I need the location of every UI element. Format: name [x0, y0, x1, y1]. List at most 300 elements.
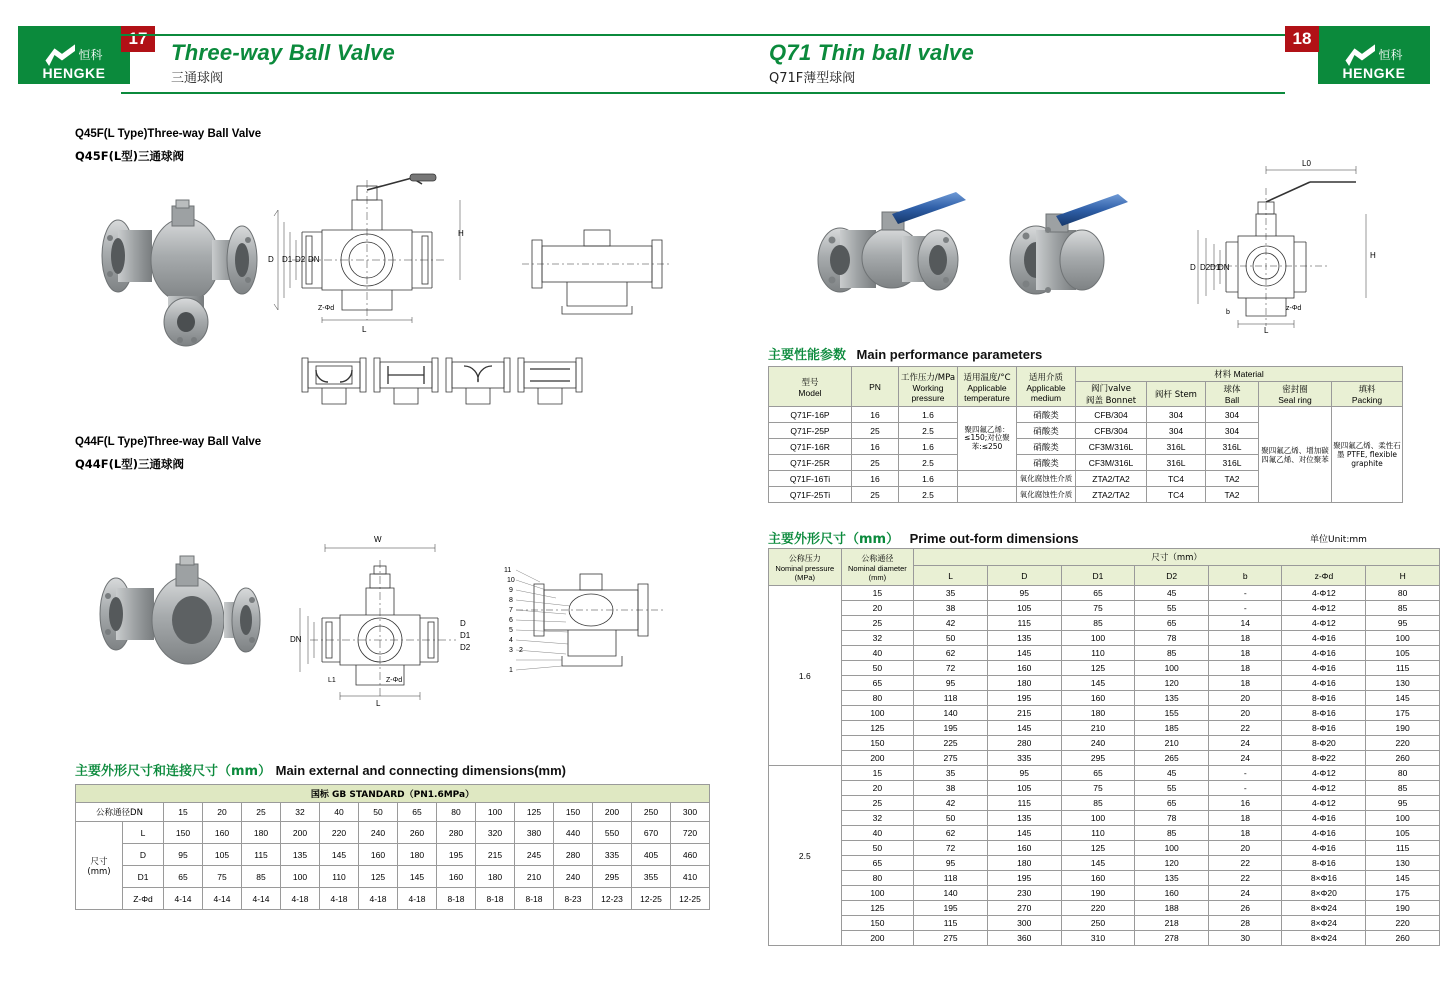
perf-ball-3: 316L — [1206, 455, 1259, 471]
g0r10c1: 225 — [914, 736, 988, 751]
g1r0c0: 15 — [841, 766, 914, 781]
Zd-0: 4-14 — [164, 888, 203, 910]
g1r8c3: 190 — [1061, 886, 1135, 901]
g1r4c0: 40 — [841, 826, 914, 841]
perf-medium-5: 氧化腐蚀性介质 — [1017, 487, 1076, 503]
perf-header-seal — [1259, 382, 1332, 407]
g0r2c5: 14 — [1209, 616, 1282, 631]
D1-9: 210 — [515, 866, 554, 888]
right-dims-title-cn: 主要外形尺寸（mm） — [768, 532, 900, 547]
table-row — [769, 706, 1440, 721]
g1r1c1: 38 — [914, 781, 988, 796]
unit-note: 单位Unit:mm — [1310, 535, 1367, 545]
g0r1c5: - — [1209, 601, 1282, 616]
g1r2c6: 4-Φ12 — [1282, 796, 1366, 811]
dn-cell-8: 100 — [476, 803, 515, 822]
right-title-band — [721, 34, 1285, 94]
dims-header-zd: z-Φd — [1282, 566, 1366, 586]
g0r2c4: 65 — [1135, 616, 1209, 631]
g1r2c4: 65 — [1135, 796, 1209, 811]
g0r4c6: 4-Φ16 — [1282, 646, 1366, 661]
svg-text:9: 9 — [509, 587, 513, 594]
g0r8c0: 100 — [841, 706, 914, 721]
Zd-13: 12-25 — [671, 888, 710, 910]
table-row — [769, 691, 1440, 706]
g1r7c6: 8×Φ16 — [1282, 871, 1366, 886]
svg-text:W: W — [374, 535, 382, 544]
D-12: 405 — [632, 844, 671, 866]
g0r7c4: 135 — [1135, 691, 1209, 706]
table-row — [769, 661, 1440, 676]
g0r0c6: 4-Φ12 — [1282, 586, 1366, 601]
D-9: 245 — [515, 844, 554, 866]
Zd-1: 4-14 — [203, 888, 242, 910]
D1-7: 160 — [437, 866, 476, 888]
dn-cell-12: 250 — [632, 803, 671, 822]
g1r2c0: 25 — [841, 796, 914, 811]
g0r1c2: 105 — [987, 601, 1061, 616]
L-10: 440 — [554, 822, 593, 844]
q45f-valve-photo — [80, 200, 265, 350]
perf-model-3: Q71F-25R — [769, 455, 852, 471]
table-row — [769, 676, 1440, 691]
g1r2c1: 42 — [914, 796, 988, 811]
perf-header-ball-cn: 球体 — [1223, 385, 1241, 395]
g1r11c6: 8×Φ24 — [1282, 931, 1366, 946]
svg-text:L1: L1 — [328, 677, 336, 684]
g0r6c1: 95 — [914, 676, 988, 691]
g0r8c1: 140 — [914, 706, 988, 721]
row-label-D: D — [123, 844, 164, 866]
table-row — [769, 796, 1440, 811]
g1r0c1: 35 — [914, 766, 988, 781]
section-q45f-title-en: Q45F(L Type)Three-way Ball Valve — [75, 128, 262, 140]
dn-header-label: 公称通径DN — [76, 803, 164, 822]
svg-text:DN: DN — [308, 255, 320, 264]
g0r1c1: 38 — [914, 601, 988, 616]
g1r8c5: 24 — [1209, 886, 1282, 901]
g0r6c3: 145 — [1061, 676, 1135, 691]
svg-text:DN: DN — [290, 635, 302, 644]
D-11: 335 — [593, 844, 632, 866]
perf-header-row-1 — [769, 367, 1403, 382]
perf-temp-5 — [958, 487, 1017, 503]
L-9: 380 — [515, 822, 554, 844]
g1r8c6: 8×Φ20 — [1282, 886, 1366, 901]
perf-header-pn: PN — [852, 367, 899, 407]
dims-pressure-2: 2.5 — [769, 766, 842, 946]
row-label-L: L — [123, 822, 164, 844]
Zd-7: 8-18 — [437, 888, 476, 910]
D-2: 115 — [242, 844, 281, 866]
g0r4c0: 40 — [841, 646, 914, 661]
g1r7c2: 195 — [987, 871, 1061, 886]
g1r11c1: 275 — [914, 931, 988, 946]
perf-wp-1: 2.5 — [899, 423, 958, 439]
table-row — [769, 901, 1440, 916]
left-dimensions-table — [75, 784, 710, 910]
g1r11c3: 310 — [1061, 931, 1135, 946]
g0r8c3: 180 — [1061, 706, 1135, 721]
size-row-label — [76, 822, 123, 910]
g1r8c7: 175 — [1366, 886, 1440, 901]
g0r5c3: 125 — [1061, 661, 1135, 676]
L-13: 720 — [671, 822, 710, 844]
Zd-12: 12-25 — [632, 888, 671, 910]
left-title-cn: 三通球阀 — [171, 71, 224, 86]
perf-wp-2: 1.6 — [899, 439, 958, 455]
perf-header-pack-en: Packing — [1351, 395, 1383, 405]
q71f-valve-photo-2 — [990, 178, 1130, 308]
g0r5c0: 50 — [841, 661, 914, 676]
g1r8c2: 230 — [987, 886, 1061, 901]
dims-header-H: H — [1366, 566, 1440, 586]
dims-header-row-1 — [769, 549, 1440, 566]
g0r9c3: 210 — [1061, 721, 1135, 736]
g0r9c6: 8-Φ16 — [1282, 721, 1366, 736]
g0r2c3: 85 — [1061, 616, 1135, 631]
right-title-en: Q71 Thin ball valve — [769, 40, 974, 65]
g0r6c4: 120 — [1135, 676, 1209, 691]
g1r5c6: 4-Φ16 — [1282, 841, 1366, 856]
g0r10c7: 220 — [1366, 736, 1440, 751]
g1r9c3: 220 — [1061, 901, 1135, 916]
dims-header-D: D — [987, 566, 1061, 586]
g1r10c6: 8×Φ24 — [1282, 916, 1366, 931]
dn-cell-3: 32 — [281, 803, 320, 822]
table-row — [769, 766, 1440, 781]
dims-header-L: L — [914, 566, 988, 586]
perf-header-pack-cn: 填料 — [1358, 385, 1376, 395]
g1r7c7: 145 — [1366, 871, 1440, 886]
size-label-unit: (mm) — [87, 866, 111, 877]
page-header — [0, 0, 1440, 110]
g1r0c5: - — [1209, 766, 1282, 781]
g0r0c0: 15 — [841, 586, 914, 601]
nd-unit: (mm) — [868, 572, 887, 582]
L-7: 280 — [437, 822, 476, 844]
g1r0c4: 45 — [1135, 766, 1209, 781]
g0r8c2: 215 — [987, 706, 1061, 721]
g0r10c5: 24 — [1209, 736, 1282, 751]
D-4: 145 — [320, 844, 359, 866]
g0r3c7: 100 — [1366, 631, 1440, 646]
perf-wp-4: 1.6 — [899, 471, 958, 487]
perf-title-en: Main performance parameters — [856, 347, 1043, 362]
g1r8c4: 160 — [1135, 886, 1209, 901]
perf-stem-0: 304 — [1147, 407, 1206, 423]
svg-text:5: 5 — [509, 627, 513, 634]
perf-title-cn: 主要性能参数 — [768, 348, 847, 363]
svg-text:D1: D1 — [282, 255, 293, 264]
g0r9c5: 22 — [1209, 721, 1282, 736]
Zd-5: 4-18 — [359, 888, 398, 910]
g0r2c1: 42 — [914, 616, 988, 631]
perf-header-medium-cn: 适用介质 — [1028, 372, 1063, 383]
standard-label: 国标 GB STANDARD（PN1.6MPa） — [76, 785, 710, 803]
dn-cell-13: 300 — [671, 803, 710, 822]
g0r10c2: 280 — [987, 736, 1061, 751]
perf-bonnet-3: CF3M/316L — [1076, 455, 1147, 471]
row-label-Zd: Z-Φd — [123, 888, 164, 910]
g1r4c1: 62 — [914, 826, 988, 841]
Zd-3: 4-18 — [281, 888, 320, 910]
perf-stem-5: TC4 — [1147, 487, 1206, 503]
left-dims-title-cn: 主要外形尺寸和连接尺寸（mm） — [75, 764, 272, 779]
dims-pressure-1: 1.6 — [769, 586, 842, 766]
perf-bonnet-5: ZTA2/TA2 — [1076, 487, 1147, 503]
logo-english-name-right: HENGKE — [1342, 65, 1406, 81]
g1r7c1: 118 — [914, 871, 988, 886]
perf-medium-4: 氧化腐蚀性介质 — [1017, 471, 1076, 487]
Zd-4: 4-18 — [320, 888, 359, 910]
perf-title — [768, 344, 1042, 363]
perf-header-medium — [1017, 367, 1076, 407]
g0r3c4: 78 — [1135, 631, 1209, 646]
perf-header-temp-cn: 适用温度/°C — [963, 372, 1011, 383]
svg-text:D2: D2 — [1200, 263, 1211, 272]
perf-wp-0: 1.6 — [899, 407, 958, 423]
perf-bonnet-4: ZTA2/TA2 — [1076, 471, 1147, 487]
nd-en: Nominal diameter — [848, 563, 907, 573]
L-8: 320 — [476, 822, 515, 844]
L-11: 550 — [593, 822, 632, 844]
dims-header-b: b — [1209, 566, 1282, 586]
g1r1c0: 20 — [841, 781, 914, 796]
perf-header-wp-cn: 工作压力/MPa — [900, 372, 956, 383]
prime-dimensions-table — [768, 548, 1440, 946]
perf-stem-1: 304 — [1147, 423, 1206, 439]
Zd-8: 8-18 — [476, 888, 515, 910]
g1r10c3: 250 — [1061, 916, 1135, 931]
g0r7c7: 145 — [1366, 691, 1440, 706]
g1r4c7: 105 — [1366, 826, 1440, 841]
perf-header-temp-en: Applicable temperature — [964, 382, 1010, 403]
D-8: 215 — [476, 844, 515, 866]
g1r4c5: 18 — [1209, 826, 1282, 841]
perf-model-5: Q71F-25Ti — [769, 487, 852, 503]
table-row — [769, 646, 1440, 661]
g0r5c2: 160 — [987, 661, 1061, 676]
g0r8c6: 8-Φ16 — [1282, 706, 1366, 721]
g0r7c2: 195 — [987, 691, 1061, 706]
g1r6c2: 180 — [987, 856, 1061, 871]
perf-stem-4: TC4 — [1147, 471, 1206, 487]
svg-text:Z-Φd: Z-Φd — [386, 677, 403, 684]
Zd-9: 8-18 — [515, 888, 554, 910]
svg-text:H: H — [458, 229, 464, 238]
svg-text:Z-Φd: Z-Φd — [318, 305, 335, 312]
g1r3c3: 100 — [1061, 811, 1135, 826]
D-0: 95 — [164, 844, 203, 866]
g0r1c0: 20 — [841, 601, 914, 616]
left-dims-title — [75, 760, 566, 779]
g0r11c0: 200 — [841, 751, 914, 766]
D1-10: 240 — [554, 866, 593, 888]
dn-cell-11: 200 — [593, 803, 632, 822]
perf-temp-merged: 聚四氟乙烯：≤150;对位聚苯:≤250 — [958, 407, 1017, 471]
g0r9c1: 195 — [914, 721, 988, 736]
L-3: 200 — [281, 822, 320, 844]
table-row — [769, 721, 1440, 736]
g1r0c2: 95 — [987, 766, 1061, 781]
g0r4c4: 85 — [1135, 646, 1209, 661]
g1r7c5: 22 — [1209, 871, 1282, 886]
g1r8c1: 140 — [914, 886, 988, 901]
page-number-left: 17 — [121, 26, 155, 52]
section-q44f-title-en: Q44F(L Type)Three-way Ball Valve — [75, 436, 262, 448]
D-10: 280 — [554, 844, 593, 866]
g1r10c1: 115 — [914, 916, 988, 931]
g1r0c6: 4-Φ12 — [1282, 766, 1366, 781]
g1r1c6: 4-Φ12 — [1282, 781, 1366, 796]
D1-11: 295 — [593, 866, 632, 888]
perf-seal-merged: 聚四氟乙烯、增加碳四氟乙烯、对位聚苯 — [1259, 407, 1332, 503]
table-row-dn-header — [76, 803, 710, 822]
g1r10c4: 218 — [1135, 916, 1209, 931]
logo-right — [1318, 26, 1430, 84]
q44f-section-view-drawing — [496, 560, 676, 690]
g0r5c7: 115 — [1366, 661, 1440, 676]
right-dims-title-en: Prime out-form dimensions — [909, 531, 1079, 546]
g0r6c6: 4-Φ16 — [1282, 676, 1366, 691]
g0r9c4: 185 — [1135, 721, 1209, 736]
perf-header-bonnet-cn2: 阀盖 Bonnet — [1085, 396, 1137, 406]
g1r11c0: 200 — [841, 931, 914, 946]
g0r0c3: 65 — [1061, 586, 1135, 601]
perf-ball-0: 304 — [1206, 407, 1259, 423]
table-row-L — [76, 822, 710, 844]
svg-text:8: 8 — [509, 597, 513, 604]
g0r4c7: 105 — [1366, 646, 1440, 661]
g1r3c2: 135 — [987, 811, 1061, 826]
logo-chinese-name: 恒科 — [78, 48, 103, 62]
g0r11c3: 295 — [1061, 751, 1135, 766]
perf-medium-0: 硝酸类 — [1017, 407, 1076, 423]
table-row-Zd — [76, 888, 710, 910]
perf-model-4: Q71F-16Ti — [769, 471, 852, 487]
g0r10c3: 240 — [1061, 736, 1135, 751]
table-row — [769, 601, 1440, 616]
g0r0c4: 45 — [1135, 586, 1209, 601]
D1-1: 75 — [203, 866, 242, 888]
svg-text:L: L — [362, 325, 367, 334]
g1r0c3: 65 — [1061, 766, 1135, 781]
dims-header-D1: D1 — [1061, 566, 1135, 586]
g0r1c7: 85 — [1366, 601, 1440, 616]
g0r8c5: 20 — [1209, 706, 1282, 721]
table-row — [769, 616, 1440, 631]
g0r7c1: 118 — [914, 691, 988, 706]
g0r5c1: 72 — [914, 661, 988, 676]
g1r9c5: 26 — [1209, 901, 1282, 916]
table-row-D1 — [76, 866, 710, 888]
g0r7c3: 160 — [1061, 691, 1135, 706]
svg-text:D2: D2 — [460, 643, 471, 652]
perf-bonnet-2: CF3M/316L — [1076, 439, 1147, 455]
g1r4c4: 85 — [1135, 826, 1209, 841]
table-row — [769, 841, 1440, 856]
svg-text:D: D — [460, 619, 466, 628]
perf-medium-3: 硝酸类 — [1017, 455, 1076, 471]
dims-header-nominal-diameter — [841, 549, 914, 586]
g0r11c1: 275 — [914, 751, 988, 766]
section-q45f-title-cn: Q45F(L型)三通球阀 — [75, 149, 184, 163]
g0r5c6: 4-Φ16 — [1282, 661, 1366, 676]
g0r3c2: 135 — [987, 631, 1061, 646]
table-row — [769, 736, 1440, 751]
q44f-valve-photo — [80, 548, 265, 698]
g0r9c0: 125 — [841, 721, 914, 736]
left-title-band — [121, 34, 721, 94]
g1r7c4: 135 — [1135, 871, 1209, 886]
row-label-D1: D1 — [123, 866, 164, 888]
left-dims-title-en: Main external and connecting dimensions(mm) — [275, 763, 567, 778]
perf-header-seal-cn: 密封圈 — [1282, 385, 1308, 395]
g1r4c6: 4-Φ16 — [1282, 826, 1366, 841]
perf-medium-2: 硝酸类 — [1017, 439, 1076, 455]
svg-text:D2: D2 — [295, 255, 306, 264]
perf-header-ball-en: Ball — [1224, 395, 1240, 405]
svg-text:1: 1 — [509, 667, 513, 674]
L-2: 180 — [242, 822, 281, 844]
q45f-port-pattern-views — [300, 352, 590, 414]
D-5: 160 — [359, 844, 398, 866]
g1r11c7: 260 — [1366, 931, 1440, 946]
g1r10c5: 28 — [1209, 916, 1282, 931]
section-q44f-title-cn: Q44F(L型)三通球阀 — [75, 457, 184, 471]
D-6: 180 — [398, 844, 437, 866]
D1-2: 85 — [242, 866, 281, 888]
g0r5c5: 18 — [1209, 661, 1282, 676]
g1r5c0: 50 — [841, 841, 914, 856]
L-12: 670 — [632, 822, 671, 844]
table-row — [769, 871, 1440, 886]
q71f-dimension-drawing — [1160, 158, 1390, 333]
table-row — [769, 586, 1440, 601]
right-dims-title — [768, 528, 1079, 547]
perf-model-0: Q71F-16P — [769, 407, 852, 423]
g0r9c2: 145 — [987, 721, 1061, 736]
g0r3c3: 100 — [1061, 631, 1135, 646]
dn-cell-7: 80 — [437, 803, 476, 822]
right-title-cn: Q71F薄型球阀 — [769, 71, 856, 86]
g0r0c5: - — [1209, 586, 1282, 601]
g0r2c6: 4-Φ12 — [1282, 616, 1366, 631]
nd-cn: 公称通径 — [861, 553, 894, 563]
perf-header-stem: 阀杆 Stem — [1147, 382, 1206, 407]
g1r5c3: 125 — [1061, 841, 1135, 856]
g1r0c7: 80 — [1366, 766, 1440, 781]
L-6: 260 — [398, 822, 437, 844]
g1r2c7: 95 — [1366, 796, 1440, 811]
logo-chinese-name-right: 恒科 — [1378, 48, 1403, 62]
g1r2c2: 115 — [987, 796, 1061, 811]
g0r8c7: 175 — [1366, 706, 1440, 721]
L-5: 240 — [359, 822, 398, 844]
perf-table-wrap — [768, 366, 1403, 503]
g1r3c5: 18 — [1209, 811, 1282, 826]
g0r0c7: 80 — [1366, 586, 1440, 601]
np-en: Nominal pressure — [775, 563, 835, 573]
g1r6c6: 8-Φ16 — [1282, 856, 1366, 871]
svg-text:D1: D1 — [460, 631, 471, 640]
g1r9c4: 188 — [1135, 901, 1209, 916]
dn-cell-0: 15 — [164, 803, 203, 822]
D1-4: 110 — [320, 866, 359, 888]
g1r3c4: 78 — [1135, 811, 1209, 826]
g1r9c2: 270 — [987, 901, 1061, 916]
